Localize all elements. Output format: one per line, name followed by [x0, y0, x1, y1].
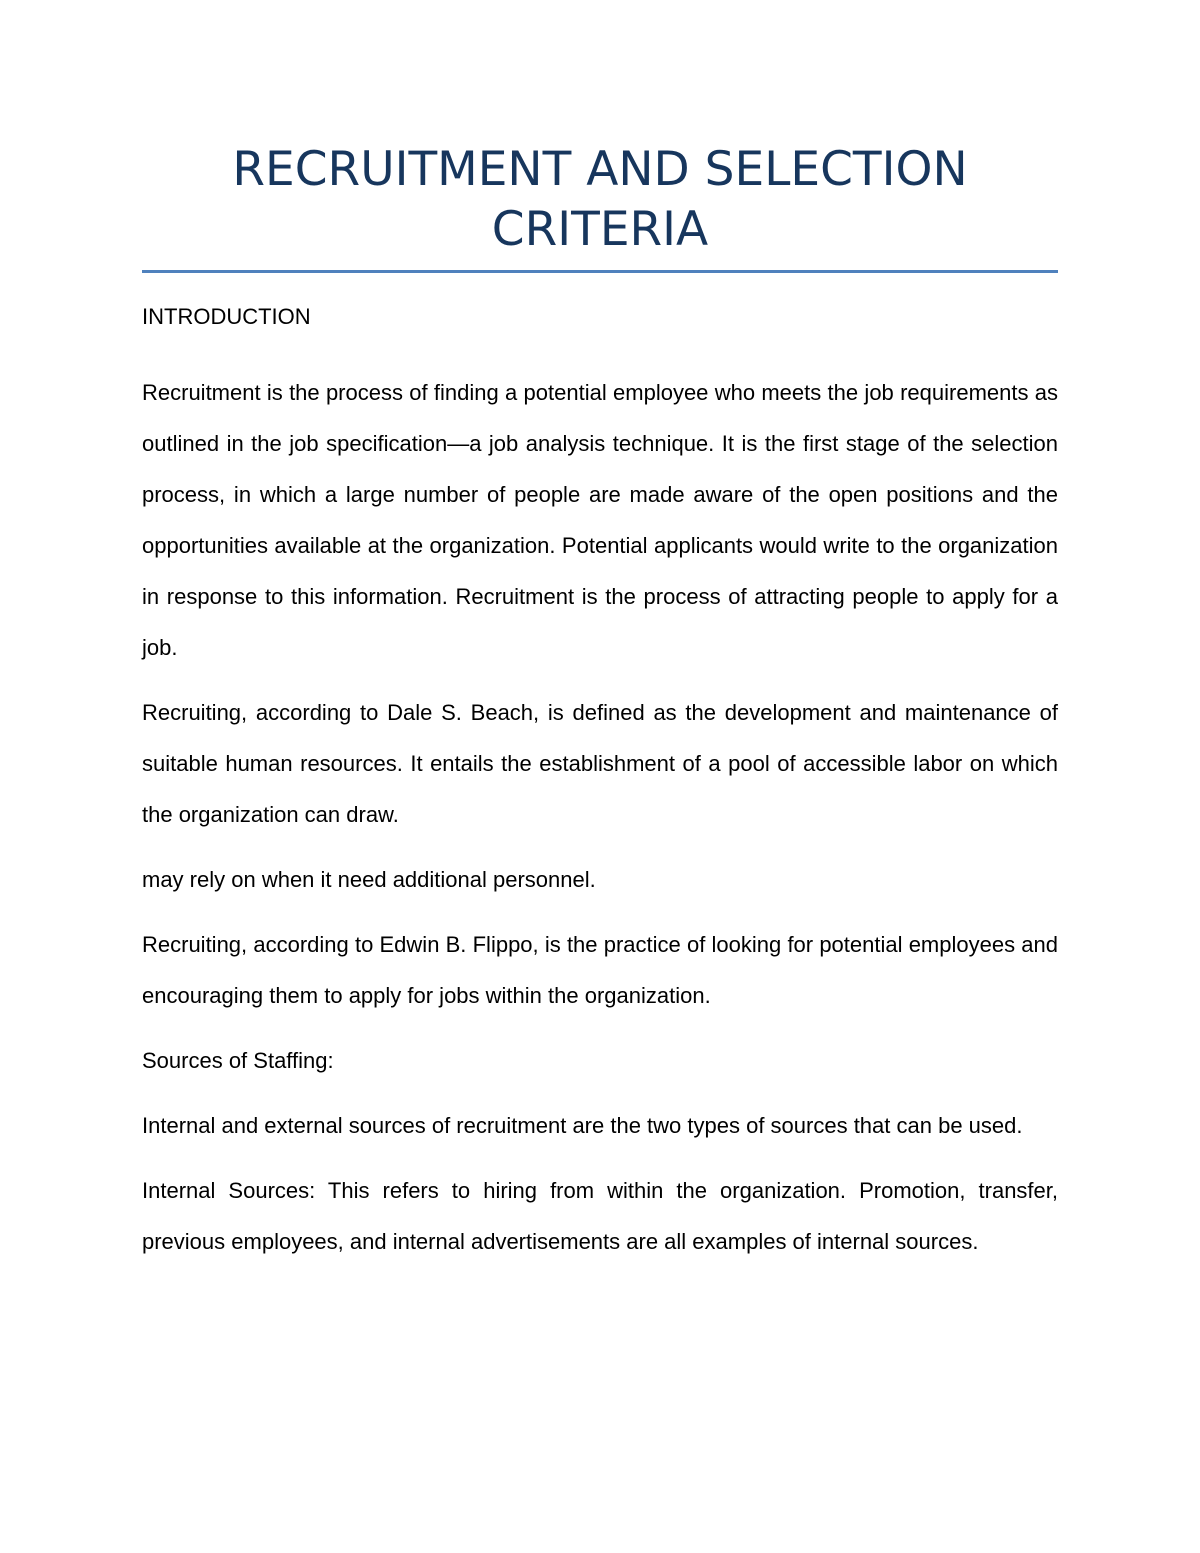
document-title: RECRUITMENT AND SELECTION CRITERIA [232, 142, 968, 257]
section-heading-introduction: INTRODUCTION [142, 304, 311, 329]
paragraph-dale-beach: Recruiting, according to Dale S. Beach, is defined as the development and maintenance of suitable human resources. It entails the establishment of a pool of accessible labor on which the organization can draw. [142, 700, 1058, 827]
paragraph-internal-sources: Internal Sources: This refers to hiring from within the organization. Promotion, transfer, previous employees, and internal advertisements are all examples of internal sources. [142, 1178, 1058, 1254]
title-underline [142, 270, 1058, 273]
document-page [142, 140, 1058, 1281]
paragraph-sources-heading: Sources of Staffing: [142, 1048, 334, 1073]
paragraph-source-types: Internal and external sources of recruitment are the two types of sources that can be used. [142, 1113, 1023, 1138]
paragraph-edwin-flippo: Recruiting, according to Edwin B. Flippo, is the practice of looking for potential employees and encouraging them to apply for jobs within the organization. [142, 932, 1058, 1008]
paragraph-fragment: may rely on when it need additional personnel. [142, 867, 596, 892]
paragraph-recruitment-definition: Recruitment is the process of finding a potential employee who meets the job requirements as outlined in the job specification—a job analysis technique. It is the first stage of the selection process, in which a large number of people are made aware of the open positions and the opportunities available at the organization. Potential applicants would write to the organization in response to this information. Recruitment is the process of attracting people to apply for a job. [142, 380, 1058, 660]
